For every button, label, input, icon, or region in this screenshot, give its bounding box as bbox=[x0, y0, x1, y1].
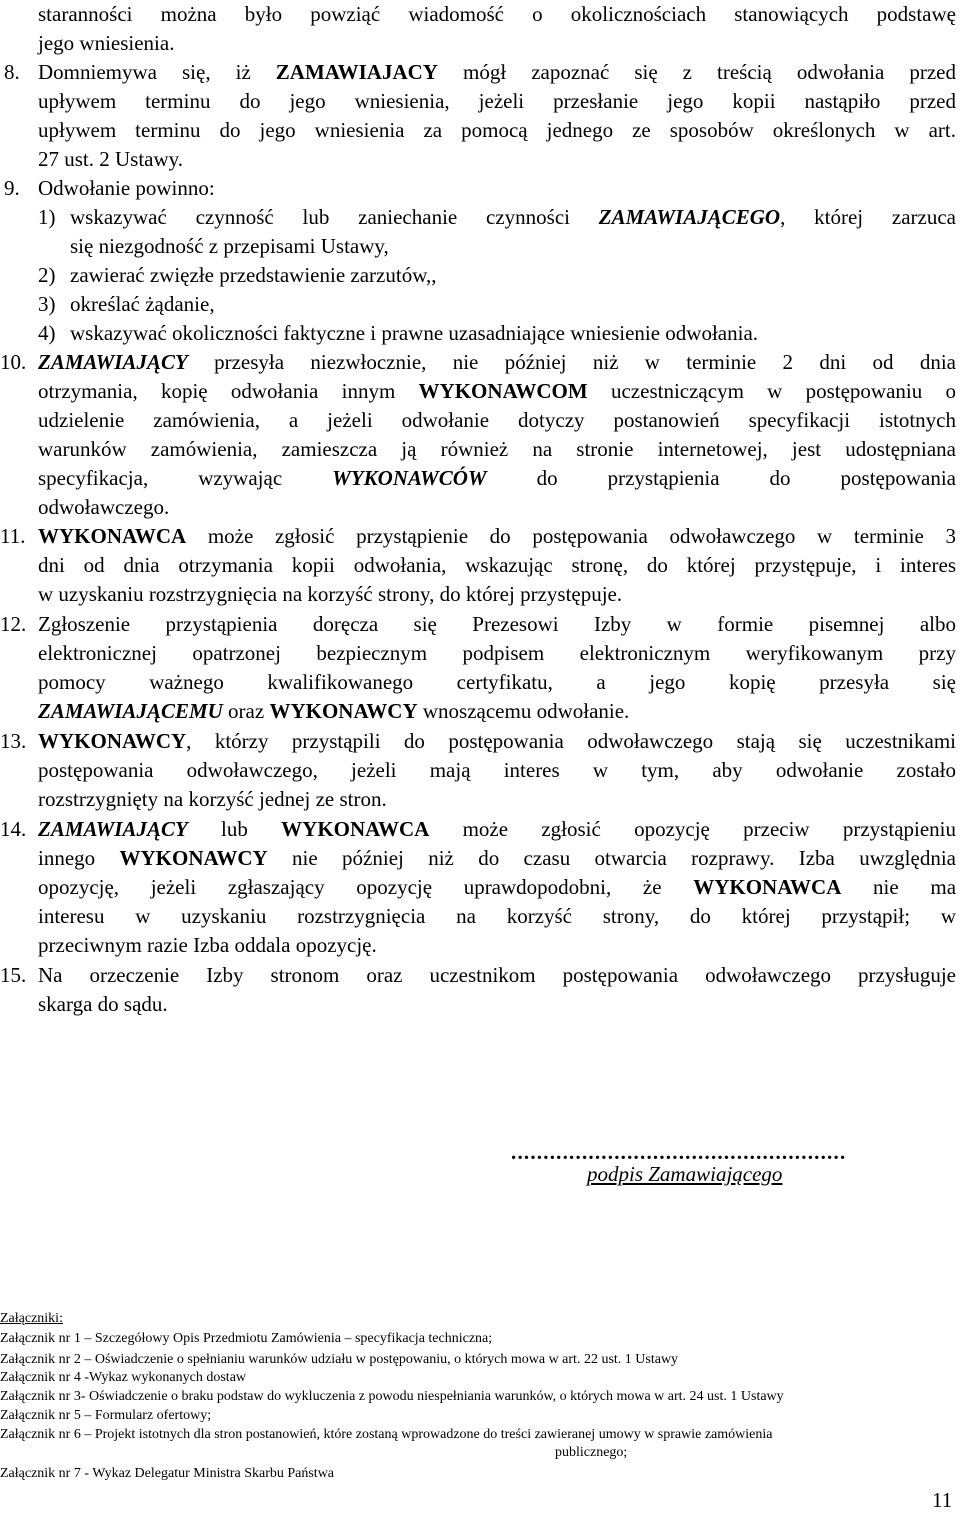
text-line bbox=[38, 464, 956, 493]
section-number: 14. bbox=[0, 817, 27, 841]
signature-label: podpis Zamawiającego bbox=[587, 1162, 783, 1186]
text-run: lub bbox=[187, 817, 282, 841]
emphasis-run: WYKONAWCÓW bbox=[332, 466, 487, 490]
text-line bbox=[70, 232, 389, 261]
emphasis-run: WYKONAWCY bbox=[269, 699, 418, 723]
text-line bbox=[38, 815, 956, 844]
section-lead: Odwołanie powinno: bbox=[38, 176, 215, 200]
text-line bbox=[38, 435, 956, 464]
page-number: 11 bbox=[932, 1488, 953, 1512]
text-run: nie ma bbox=[841, 875, 957, 899]
text-line bbox=[38, 406, 956, 435]
section-number: 2) bbox=[38, 263, 56, 287]
section-number: 10. bbox=[0, 350, 27, 374]
text-run: , którzy przystąpili do postępowania odwoławczego stają się uczestnikami bbox=[186, 729, 956, 753]
text-run: przesyła niezwłocznie, nie później niż w terminie 2 dni od dnia bbox=[187, 350, 956, 374]
text-run: warunków zamówienia, zamieszcza ją również na stronie internetowej, jest udostępniana bbox=[38, 437, 956, 461]
text-line bbox=[38, 873, 956, 902]
text-line bbox=[38, 116, 956, 145]
text-run: może zgłosić opozycję przeciw przystąpieniu bbox=[429, 817, 956, 841]
text-run: wnoszącemu odwołanie. bbox=[417, 699, 630, 723]
text-run: pomocy ważnego kwalifikowanego certyfikatu, a jego kopię przesyła się bbox=[38, 670, 956, 694]
section-number: 4) bbox=[38, 321, 56, 345]
emphasis-run: ZAMAWIAJĄCY bbox=[38, 817, 188, 841]
text-run: elektronicznej opatrzonej bezpiecznym podpisem elektronicznym weryfikowanym przy bbox=[38, 641, 956, 665]
text-run: upływem terminu do jego wniesienia, jeżeli przesłanie jego kopii nastąpiło przed bbox=[38, 89, 956, 113]
emphasis-run: ZAMAWIAJĄCY bbox=[38, 350, 188, 374]
text-run: , której zarzuca bbox=[780, 205, 956, 229]
text-line bbox=[38, 493, 169, 522]
text-line bbox=[38, 87, 956, 116]
text-line bbox=[38, 902, 956, 931]
intro-line-1: staranności można było powziąć wiadomość o okolicznościach stanowiących podstawę bbox=[38, 2, 956, 26]
attachment-item: Załącznik nr 7 - Wykaz Delegatur Ministra Skarbu Państwa bbox=[0, 1466, 335, 1481]
text-line bbox=[38, 145, 183, 174]
text-line bbox=[70, 290, 215, 319]
text-line bbox=[38, 844, 956, 873]
text-line bbox=[38, 610, 956, 639]
emphasis-run: ZAMAWIAJACY bbox=[275, 60, 438, 84]
text-line bbox=[38, 58, 956, 87]
text-run: w uzyskaniu rozstrzygnięcia na korzyść strony, do której przystępuje. bbox=[38, 582, 623, 606]
emphasis-run: ZAMAWIAJĄCEGO bbox=[598, 205, 781, 229]
text-line bbox=[38, 961, 956, 990]
emphasis-run: WYKONAWCA bbox=[38, 524, 187, 548]
text-run: skarga do sądu. bbox=[38, 992, 168, 1016]
text-line bbox=[38, 522, 956, 551]
text-run: dni od dnia otrzymania kopii odwołania, wskazując stronę, do której przystępuje, i interes bbox=[38, 553, 956, 577]
text-run: opozycję, jeżeli zgłaszający opozycję uprawdopodobni, że bbox=[38, 875, 694, 899]
attachment-item: Załącznik nr 3- Oświadczenie o braku podstaw do wykluczenia z powodu niespełniania warunków, o których mowa w art. 24 ust. 1 Ustawy bbox=[0, 1389, 784, 1404]
section-number: 12. bbox=[0, 612, 27, 636]
text-run: określać żądanie, bbox=[70, 292, 215, 316]
text-run: Domniemywa się, iż bbox=[38, 60, 276, 84]
emphasis-run: WYKONAWCA bbox=[693, 875, 842, 899]
emphasis-run: ZAMAWIAJĄCEMU bbox=[38, 699, 223, 723]
text-line bbox=[38, 348, 956, 377]
text-line bbox=[70, 261, 437, 290]
text-line bbox=[38, 756, 956, 785]
text-run: innego bbox=[38, 846, 120, 870]
text-line bbox=[38, 990, 168, 1019]
text-run: specyfikacja, wzywając bbox=[38, 466, 333, 490]
section-number: 1) bbox=[38, 205, 56, 229]
text-run: wskazywać okoliczności faktyczne i prawne uzasadniające wniesienie odwołania. bbox=[70, 321, 759, 345]
emphasis-run: WYKONAWCY bbox=[38, 729, 187, 753]
text-run: zawierać zwięzłe przedstawienie zarzutów,, bbox=[70, 263, 437, 287]
text-run: uczestniczącym w postępowaniu o bbox=[587, 379, 956, 403]
attachment-item: Załącznik nr 4 -Wykaz wykonanych dostaw bbox=[0, 1370, 247, 1385]
text-run: otrzymania, kopię odwołania innym bbox=[38, 379, 419, 403]
text-run: udzielenie zamówienia, a jeżeli odwołanie dotyczy postanowień specyfikacji istotnych bbox=[38, 408, 956, 432]
text-run: rozstrzygnięty na korzyść jednej ze stron. bbox=[38, 787, 387, 811]
attachment-item: Załącznik nr 5 – Formularz ofertowy; bbox=[0, 1408, 212, 1423]
section-number: 11. bbox=[0, 524, 26, 548]
attachment-item: publicznego; bbox=[555, 1445, 628, 1460]
text-run: przeciwnym razie Izba oddala opozycję. bbox=[38, 933, 377, 957]
text-run: mógł zapoznać się z treścią odwołania przed bbox=[437, 60, 956, 84]
attachments-heading: Załączniki: bbox=[0, 1311, 63, 1326]
text-line bbox=[38, 785, 387, 814]
text-line bbox=[38, 931, 377, 960]
text-run: upływem terminu do jego wniesienia za pomocą jednego ze sposobów określonych w art. bbox=[38, 118, 956, 142]
intro-line-2: jego wniesienia. bbox=[38, 31, 175, 55]
section-number: 13. bbox=[0, 729, 27, 753]
signature-dots: .................................................... bbox=[511, 1140, 847, 1164]
section-number: 9. bbox=[4, 176, 20, 200]
text-run: 27 ust. 2 Ustawy. bbox=[38, 147, 184, 171]
section-number: 3) bbox=[38, 292, 56, 316]
attachment-item: Załącznik nr 1 – Szczegółowy Opis Przedmiotu Zamówienia – specyfikacja techniczna; bbox=[0, 1331, 493, 1346]
text-run: interesu w uzyskaniu rozstrzygnięcia na korzyść strony, do której przystąpił; w bbox=[38, 904, 956, 928]
text-run: do przystąpienia do postępowania bbox=[486, 466, 956, 490]
text-run: postępowania odwoławczego, jeżeli mają interes w tym, aby odwołanie zostało bbox=[38, 758, 956, 782]
text-line bbox=[38, 697, 629, 726]
text-run: oraz bbox=[222, 699, 270, 723]
attachment-item: Załącznik nr 6 – Projekt istotnych dla stron postanowień, które zostaną wprowadzone do treści zawieranej umowy w sprawie zamówienia bbox=[0, 1427, 773, 1442]
text-line bbox=[70, 319, 758, 348]
text-line bbox=[38, 727, 956, 756]
text-run: wskazywać czynność lub zaniechanie czynności bbox=[70, 205, 599, 229]
text-run: się niezgodność z przepisami Ustawy, bbox=[70, 234, 389, 258]
text-line bbox=[70, 203, 956, 232]
text-line bbox=[38, 668, 956, 697]
emphasis-run: WYKONAWCY bbox=[119, 846, 268, 870]
text-line bbox=[38, 580, 622, 609]
section-number: 15. bbox=[0, 963, 27, 987]
text-run: Na orzeczenie Izby stronom oraz uczestnikom postępowania odwoławczego przysługuje bbox=[38, 963, 956, 987]
text-run: może zgłosić przystąpienie do postępowania odwoławczego w terminie 3 bbox=[186, 524, 956, 548]
text-run: odwoławczego. bbox=[38, 495, 170, 519]
text-line bbox=[38, 639, 956, 668]
emphasis-run: WYKONAWCA bbox=[281, 817, 430, 841]
section-number: 8. bbox=[4, 60, 20, 84]
attachment-item: Załącznik nr 2 – Oświadczenie o spełnianiu warunków udziału w postępowaniu, o których mowa w art. 22 ust. 1 Ustawy bbox=[0, 1352, 679, 1367]
emphasis-run: WYKONAWCOM bbox=[418, 379, 588, 403]
text-line bbox=[38, 551, 956, 580]
text-line bbox=[38, 377, 956, 406]
text-run: Zgłoszenie przystąpienia doręcza się Prezesowi Izby w formie pisemnej albo bbox=[38, 612, 956, 636]
text-run: nie później niż do czasu otwarcia rozprawy. Izba uwzględnia bbox=[267, 846, 956, 870]
